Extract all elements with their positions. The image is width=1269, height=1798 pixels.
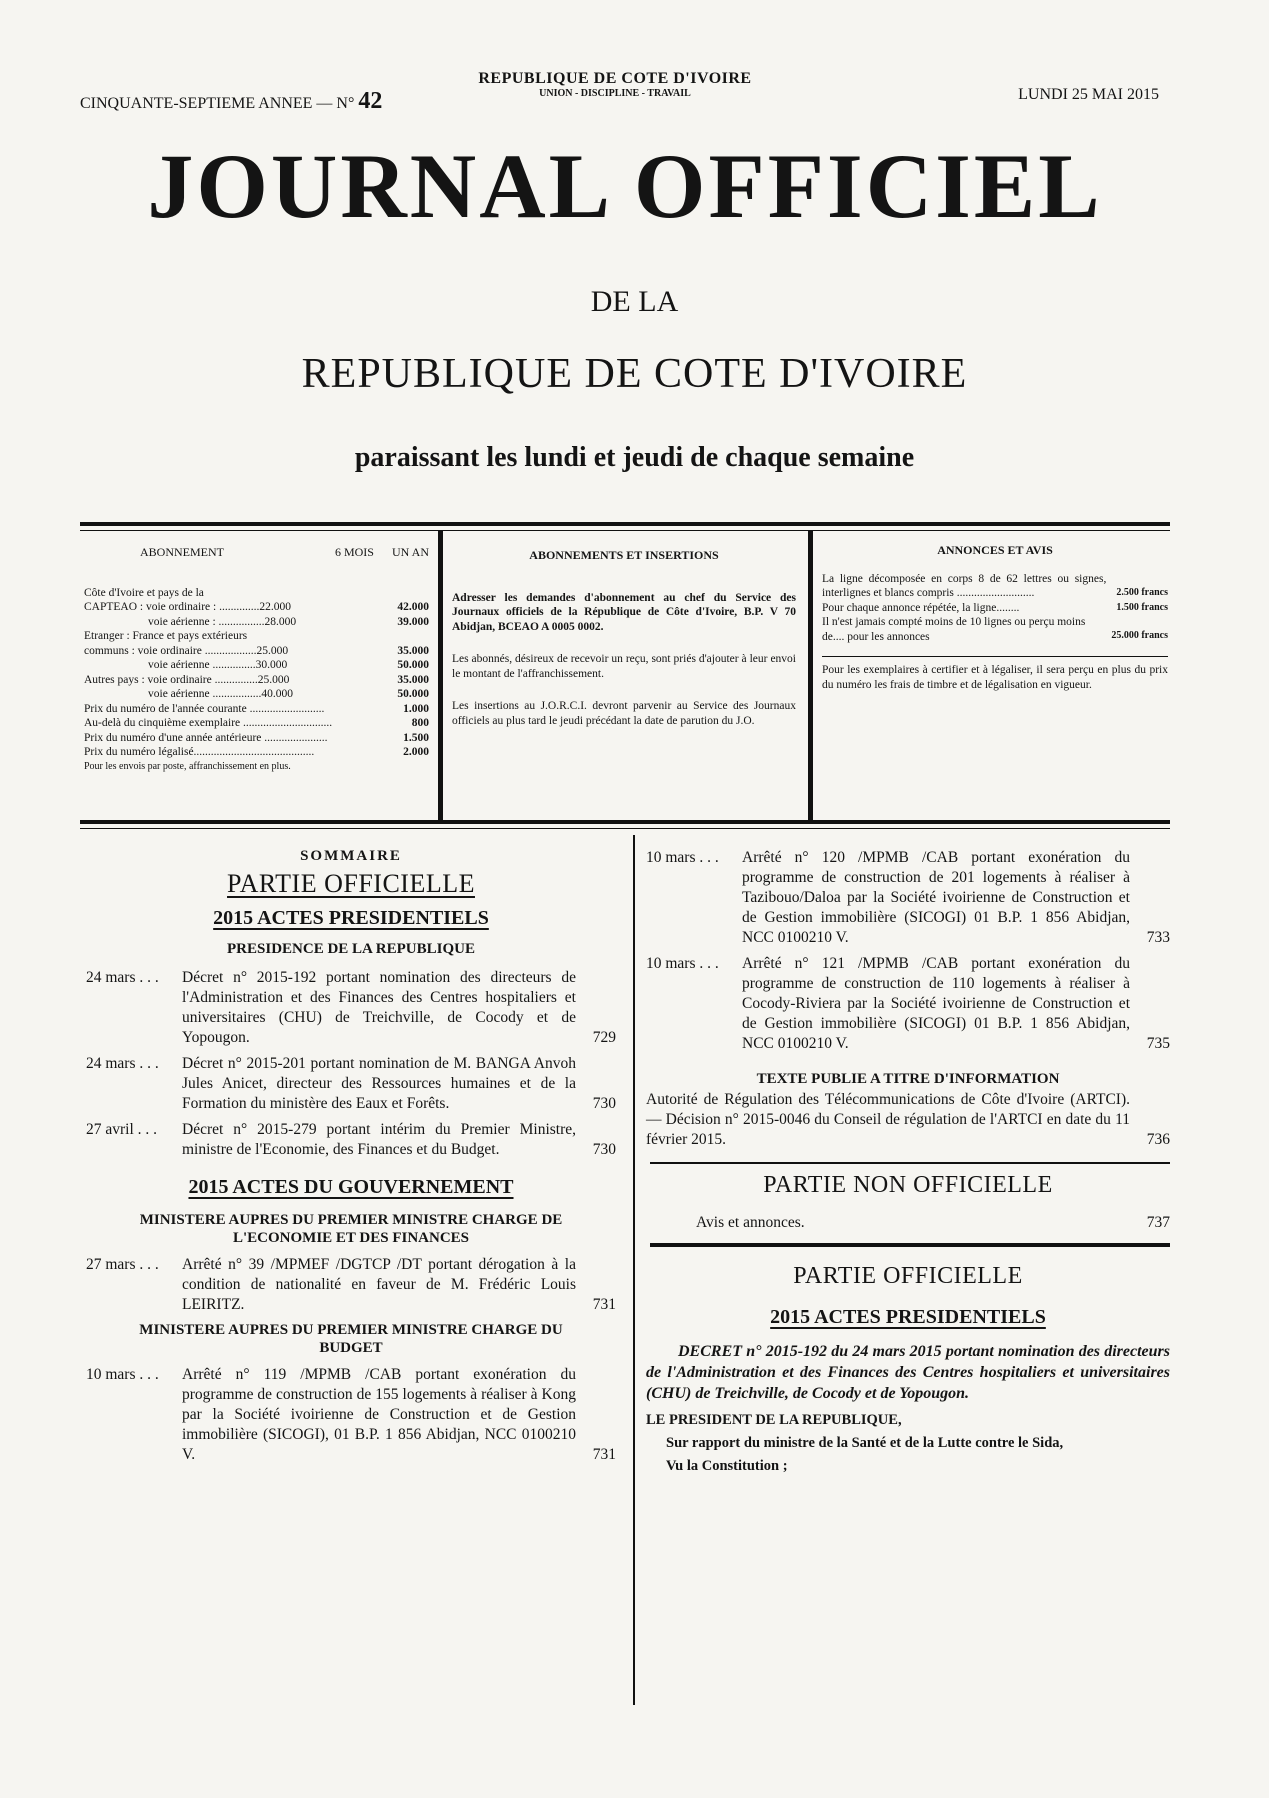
abonnement-row-label: CAPTEAO : voie ordinaire : ..............22.000 <box>84 601 291 613</box>
right-rule-2 <box>650 1243 1170 1247</box>
body-president: LE PRESIDENT DE LA REPUBLIQUE, <box>646 1412 902 1428</box>
abonnement-row-value <box>379 629 429 644</box>
masthead-title: JOURNAL OFFICIEL <box>147 135 1103 237</box>
sommaire-ministere-economie: MINISTERE AUPRES DU PREMIER MINISTRE CHARGE DE L'ECONOMIE ET DES FINANCES <box>139 1212 563 1246</box>
annonces-line1: La ligne décomposée en corps 8 de 62 lettres ou signes, interlignes et blancs compris ........................... <box>822 572 1107 599</box>
sommaire-entry[interactable] <box>86 1054 616 1114</box>
abonnement-row-value: 1.500 <box>403 731 429 744</box>
abonnement-row-value: 35.000 <box>397 644 429 657</box>
edition-number: 42 <box>358 88 383 114</box>
issue-date: LUNDI 25 MAI 2015 <box>1018 86 1159 103</box>
right-rule-1 <box>650 1162 1170 1164</box>
abonnement-row-label: communs : voie ordinaire ..................25.000 <box>84 644 289 657</box>
sommaire-left <box>86 848 616 1465</box>
entry-page: 731 <box>592 1446 616 1463</box>
abonnement-row <box>84 629 429 644</box>
entry-text: Arrêté n° 120 /MPMB /CAB portant exonération du programme de construction de 201 logements à réaliser à Tazibouo/Daloa par la Société ivoirienne de Construction et de Gestion immobilière (SICOGI) 01 B.P. 1 856 Abidjan, NCC 0100210 V. <box>742 849 1130 946</box>
entry-page: 735 <box>1146 1035 1170 1052</box>
annonces-price3: 25.000 francs <box>1111 630 1168 641</box>
entry-date: 27 avril . . . <box>86 1121 158 1138</box>
sommaire-entry[interactable] <box>86 968 616 1048</box>
entry-date: 10 mars . . . <box>646 849 719 866</box>
masthead-de-la: DE LA <box>590 285 679 318</box>
body-vu: Vu la Constitution ; <box>666 1458 788 1474</box>
sommaire-entry-min1[interactable] <box>86 1255 616 1315</box>
abonnement-row-value: 50.000 <box>397 659 429 671</box>
box-top-rule <box>80 522 1170 526</box>
body-actes-presidentiels: 2015 ACTES PRESIDENTIELS <box>770 1306 1046 1328</box>
info-entry[interactable] <box>646 1090 1170 1150</box>
abonnement-row-label: Prix du numéro légalisé.......................................... <box>84 746 315 758</box>
body-partie-officielle: PARTIE OFFICIELLE <box>793 1263 1023 1289</box>
country-motto: UNION - DISCIPLINE - TRAVAIL <box>539 88 691 99</box>
abonnement-row-label: Etranger : France et pays extérieurs <box>84 630 248 642</box>
sommaire-title: SOMMAIRE <box>300 848 402 864</box>
abonnement-row-value: 39.000 <box>397 615 429 628</box>
country-block <box>440 70 790 99</box>
entry-text: Décret n° 2015-201 portant nomination de M. BANGA Anvoh Jules Anicet, directeur des Ressources humaines et de la Formation du ministère des Eaux et Forêts. <box>182 1055 576 1112</box>
insertions-p1: Adresser les demandes d'abonnement au chef du Service des Journaux officiels de la République de Côte d'Ivoire, B.P. V 70 Abidjan, BCEAO A 0005 0002. <box>452 591 796 633</box>
entry-page: 733 <box>1146 929 1170 946</box>
entry-page: 731 <box>592 1296 616 1313</box>
entry-text: Arrêté n° 119 /MPMB /CAB portant exonération du programme de construction de 155 logements à réaliser à Kong par la Société ivoirienne de Construction et de Gestion immobilière (SICOGI), 01 B.P. 1 856 Abidjan, NCC 0100210 V. <box>182 1366 576 1463</box>
sommaire-actes-gouvernement: 2015 ACTES DU GOUVERNEMENT <box>188 1176 514 1198</box>
abonnement-row-label: voie aérienne : ................28.000 <box>148 615 297 628</box>
avis-page: 737 <box>1146 1214 1170 1231</box>
abonnement-row <box>84 586 429 601</box>
sommaire-actes-presidentiels: 2015 ACTES PRESIDENTIELS <box>213 907 489 929</box>
sommaire-right <box>646 848 1170 1475</box>
abonnement-row-label: voie aérienne .................40.000 <box>148 688 293 700</box>
column-divider <box>633 835 635 1705</box>
abonnement-row <box>84 600 429 615</box>
entry-text: Arrêté n° 121 /MPMB /CAB portant exonération du programme de construction de 110 logements à réaliser à Cocody-Riviera par la Société ivoirienne de Construction et de Gestion immobilière (SICOGI) 01 B.P. 1 856 Abidjan, NCC 0100210 V. <box>742 955 1130 1052</box>
abonnement-row-label: Au-delà du cinquième exemplaire ............................... <box>84 717 333 729</box>
entry-date: 27 mars . . . <box>86 1256 159 1273</box>
abonnement-row <box>84 745 429 760</box>
country-name: REPUBLIQUE DE COTE D'IVOIRE <box>478 70 752 87</box>
entry-page: 730 <box>592 1095 616 1112</box>
abonnement-row <box>84 687 429 702</box>
annonces-price1: 2.500 francs <box>1116 587 1168 598</box>
info-text: Autorité de Régulation des Télécommunications de Côte d'Ivoire (ARTCI). — Décision n° 2015-0046 du Conseil de régulation de l'ARTCI en date du 11 février 2015. <box>646 1091 1130 1148</box>
sommaire-entry-min2[interactable] <box>86 1365 616 1465</box>
decret-title: DECRET n° 2015-192 du 24 mars 2015 portant nomination des directeurs de l'Administration et des Finances des Centres hospitaliers et universitaires (CHU) de Treichville, de Cocody et de Yopougon. <box>646 1343 1170 1402</box>
annonces-box <box>822 543 1168 692</box>
annonces-line3: Il n'est jamais compté moins de 10 lignes ou perçu moins de.... pour les annonces <box>822 616 1086 643</box>
annonces-price2: 1.500 francs <box>1116 601 1168 613</box>
abonnement-row-value: 800 <box>411 717 429 729</box>
box-bottom-rule <box>80 820 1170 824</box>
insertions-box <box>452 548 796 728</box>
sommaire-entry[interactable] <box>646 954 1170 1054</box>
sommaire-entry[interactable] <box>86 1120 616 1160</box>
sommaire-ministere-budget: MINISTERE AUPRES DU PREMIER MINISTRE CHARGE DU BUDGET <box>139 1322 563 1356</box>
abonnement-row-label: Prix du numéro de l'année courante .......................... <box>84 702 325 715</box>
box-divider-1 <box>438 530 443 820</box>
masthead-frequency: paraissant les lundi et jeudi de chaque semaine <box>354 442 915 473</box>
info-head: TEXTE PUBLIE A TITRE D'INFORMATION <box>756 1071 1060 1087</box>
avis-entry[interactable] <box>646 1213 1170 1233</box>
abonnement-row <box>84 731 429 746</box>
abonnement-row-label: Côte d'Ivoire et pays de la <box>84 586 204 599</box>
left-entries <box>86 968 616 1160</box>
abonnement-row-value: 1.000 <box>403 702 429 715</box>
abonnement-row-value: 42.000 <box>397 601 429 613</box>
partie-non-officielle: PARTIE NON OFFICIELLE <box>763 1172 1053 1198</box>
box-top-rule-thin <box>80 530 1170 531</box>
edition-line <box>80 88 382 115</box>
entry-text: Décret n° 2015-192 portant nomination des directeurs de l'Administration et des Finances des Centres hospitaliers et universitaires (CHU) de Treichville, de Cocody et de Yopougon. <box>182 969 576 1046</box>
entry-text: Décret n° 2015-279 portant intérim du Premier Ministre, ministre de l'Economie, des Finances et du Budget. <box>182 1121 576 1158</box>
box-bottom-rule-thin <box>80 828 1170 829</box>
abonnement-row-value: 50.000 <box>397 688 429 700</box>
abonnement-row-value <box>379 586 429 601</box>
sommaire-partie-officielle: PARTIE OFFICIELLE <box>227 869 475 898</box>
annonces-head: ANNONCES ET AVIS <box>937 543 1053 557</box>
entry-date: 24 mars . . . <box>86 1055 159 1072</box>
abonnement-row <box>84 716 429 731</box>
abonnement-row-value: 35.000 <box>397 673 429 686</box>
insertions-p2: Les abonnés, désireux de recevoir un reçu, sont priés d'ajouter à leur envoi le montant de l'affranchissement. <box>452 653 796 680</box>
abonnement-row <box>84 702 429 717</box>
body-rapport: Sur rapport du ministre de la Santé et de la Lutte contre le Sida, <box>666 1435 1064 1451</box>
abonnement-row <box>84 673 429 688</box>
abonnement-note: Pour les envois par poste, affranchissement en plus. <box>84 760 291 772</box>
entry-page: 730 <box>592 1141 616 1158</box>
abonnement-row-label: voie aérienne ...............30.000 <box>148 659 288 671</box>
entry-page: 729 <box>592 1029 616 1046</box>
entry-date: 24 mars . . . <box>86 969 159 986</box>
annonces-line2: Pour chaque annonce répétée, la ligne........ <box>822 601 1020 614</box>
abonnement-col-unan: UN AN <box>391 545 429 559</box>
insertions-p3: Les insertions au J.O.R.C.I. devront parvenir au Service des Journaux officiels au plus tard le jeudi précédant la date de parution du J.O. <box>452 700 796 727</box>
insertions-head: ABONNEMENTS ET INSERTIONS <box>529 548 719 562</box>
sommaire-entry[interactable] <box>646 848 1170 948</box>
box-divider-2 <box>808 530 813 820</box>
abonnement-row <box>84 615 429 630</box>
abonnement-rows <box>84 586 429 760</box>
annonces-line4: Pour les exemplaires à certifier et à légaliser, il sera perçu en plus du prix du numéro les frais de timbre et de légalisation en vigueur. <box>822 664 1168 691</box>
edition-text: CINQUANTE-SEPTIEME ANNEE — N° <box>80 95 355 112</box>
sommaire-presidence: PRESIDENCE DE LA REPUBLIQUE <box>227 941 475 957</box>
avis-text: Avis et annonces. <box>696 1214 805 1231</box>
abonnement-col-6mois: 6 MOIS <box>334 545 374 559</box>
abonnement-row-label: Prix du numéro d'une année antérieure ...................... <box>84 731 328 744</box>
right-entries <box>646 848 1170 1054</box>
abonnement-row-value: 2.000 <box>403 746 429 758</box>
info-page: 736 <box>1146 1131 1170 1148</box>
entry-date: 10 mars . . . <box>86 1366 159 1383</box>
abonnement-row <box>84 644 429 659</box>
abonnement-row <box>84 658 429 673</box>
entry-date: 10 mars . . . <box>646 955 719 972</box>
abonnement-head: ABONNEMENT <box>140 545 224 559</box>
masthead-republique: REPUBLIQUE DE COTE D'IVOIRE <box>301 351 968 397</box>
entry-text: Arrêté n° 39 /MPMEF /DGTCP /DT portant dérogation à la condition de nationalité en faveur de M. Frédéric Louis LEIRITZ. <box>182 1256 576 1313</box>
abonnement-row-label: Autres pays : voie ordinaire ...............25.000 <box>84 673 290 686</box>
abonnement-box <box>84 545 429 774</box>
